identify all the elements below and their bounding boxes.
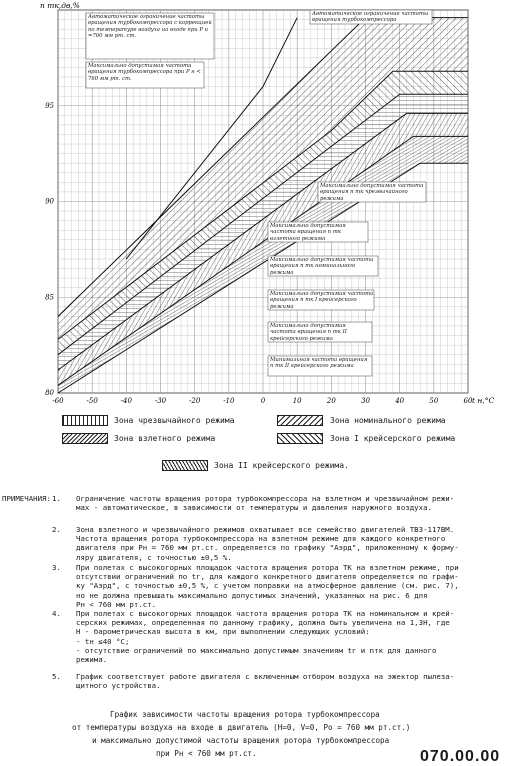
x-tick-labels [52,397,473,405]
note-line: щитного устройства. [76,681,161,691]
x-tick-label: 0 [260,397,266,405]
note-number: 4. [52,609,61,618]
x-tick-label: 60 [463,397,473,405]
document-number: 070.00.00 [420,748,501,765]
y-tick-labels [45,102,54,397]
note-line: отсутствии ограничений по tг, для каждого конкретного двигателя определяется по графи- [76,572,459,582]
note-number: 1. [52,494,61,503]
caption-line-2: от температуры воздуха на входе в двигатель (Н=0, V=0, Pо = 760 мм рт.ст.) [72,723,411,732]
annotation-max-takeoff: Максимально допустимая частота вращения n тк взлетного режима [270,223,346,242]
annotation-auto-correction: Автоматическое ограничение частоты вращения турбокомпрессора с коррекцией по температуре воздуха на входе при P н =760 мм рт. ст. [88,14,212,40]
annotation-auto-limit: Автоматическое ограничение частоты вращения турбокомпрессора [312,11,429,24]
annotation-max-emergency: Максимально допустимая частота вращения n тк чрезвычайного режима [320,183,424,202]
x-tick-label: 40 [395,397,405,405]
note-line: Н - барометрическая высота в км, при выполнении следующих условий: [76,627,370,637]
x-tick-label: -10 [223,397,235,405]
x-axis-label: t н,°C [472,396,495,405]
legend-swatch-emergency [62,415,108,426]
legend-label-nominal: Зона номинального режима [330,416,446,425]
note-number: 3. [52,563,61,572]
annotation-max-cruise1: Максимально допустимая частота вращения n тк I крейсерского режима [270,291,374,310]
note-line: но не должна превышать максимально допустимых значений, указанных на рис. 6 для [76,590,428,600]
legend-swatch-cruise1 [277,433,323,444]
note-line: - tн ≤40 °С; [76,636,130,646]
y-tick-label: 85 [45,293,54,302]
legend-swatch-takeoff [62,433,108,444]
note-line: серских режимах, определенная по данному графику, должна быть увеличена на 1,3Н, где [76,618,450,628]
x-tick-label: 30 [361,397,370,405]
note-line: двигателя при Pн = 760 мм рт.ст. определяется по графику "Аэрд", приложенному к форму- [76,543,459,553]
x-tick-label: -40 [120,397,132,405]
note-line: График соответствует работе двигателя с включенным отбором воздуха на эжектор пылеза- [76,672,455,681]
note-number: 2. [52,525,61,534]
y-tick-label: 90 [45,197,54,206]
legend-label-emergency: Зона чрезвычайного режима [114,416,235,425]
note-line: Ограничение частоты вращения ротора турбокомпрессора на взлетном и чрезвычайном режи- [76,494,455,503]
legend-swatch-cruise2 [162,460,208,471]
legend-swatch-nominal [277,415,323,426]
y-tick-label: 95 [45,101,54,110]
x-tick-label: -50 [86,397,98,405]
note-line: - отсутствие ограничений по максимально допустимым значениям tг и nтк для данного [76,645,437,655]
x-tick-label: 20 [326,397,336,405]
y-tick-label: 80 [45,389,54,397]
x-tick-label: 10 [292,397,302,405]
annotation-max-nominal: Максимально допустимая частота вращения n тк номинального режима [270,257,374,276]
x-tick-label: -30 [154,397,167,405]
note-line: мах - автоматическое, в зависимости от температуры и давления наружного воздуха. [76,503,432,513]
note-line: Частота вращения ротора турбокомпрессора на взлетном режиме для каждого конкретного [76,534,446,544]
caption-line-1: График зависимости частоты вращения ротора турбокомпрессора [110,710,380,719]
note-line: Pн < 760 мм рт.ст. [76,599,157,609]
legend-label-cruise2: Зона II крейсерского режима. [214,461,349,470]
annotation-max-low-pressure: Максимально допустимая частота вращения турбокомпрессора при P н < 760 мм рт. ст. [88,63,201,82]
note-line: При полетах с высокогорных площадок частота вращения ротора ТК на взлетном режиме, при [76,563,459,572]
annotation-min-cruise2: Минимальная частота вращения n тк II крейсерского режима [270,357,368,370]
notes-heading: ПРИМЕЧАНИЯ: [2,494,51,503]
y-axis-label: n тк,дв,% [40,1,80,10]
x-tick-label: 50 [429,397,439,405]
x-tick-label: -60 [52,397,64,405]
note-line: Зона взлетного и чрезвычайного режимов охватывает все семейство двигателей ТВЗ-117ВМ. [76,525,455,534]
legend-label-cruise1: Зона I крейсерского режима [330,434,456,443]
caption-line-3: и максимально допустимой частоты вращения ротора турбокомпрессора [92,736,390,745]
caption-line-4: при Pн < 760 мм рт.ст. [156,749,257,758]
note-line: ляру двигателя, с точностью ±0,5 %. [76,552,232,562]
note-line: При полетах с высокогорных площадок частота вращения ротора ТК на номинальном и крей- [76,609,455,618]
note-line: режима. [76,655,108,664]
annotation-max-cruise2: Максимально допустимая частота вращения n тк II крейсерского режима [270,323,347,342]
note-number: 5. [52,672,61,681]
x-tick-label: -20 [189,397,201,405]
legend-label-takeoff: Зона взлетного режима [114,434,216,443]
note-line: ку "Аэрд", с точностью ±0,5 %, с учетом поправки на атмосферное давление (см. рис. 7), [76,581,459,591]
